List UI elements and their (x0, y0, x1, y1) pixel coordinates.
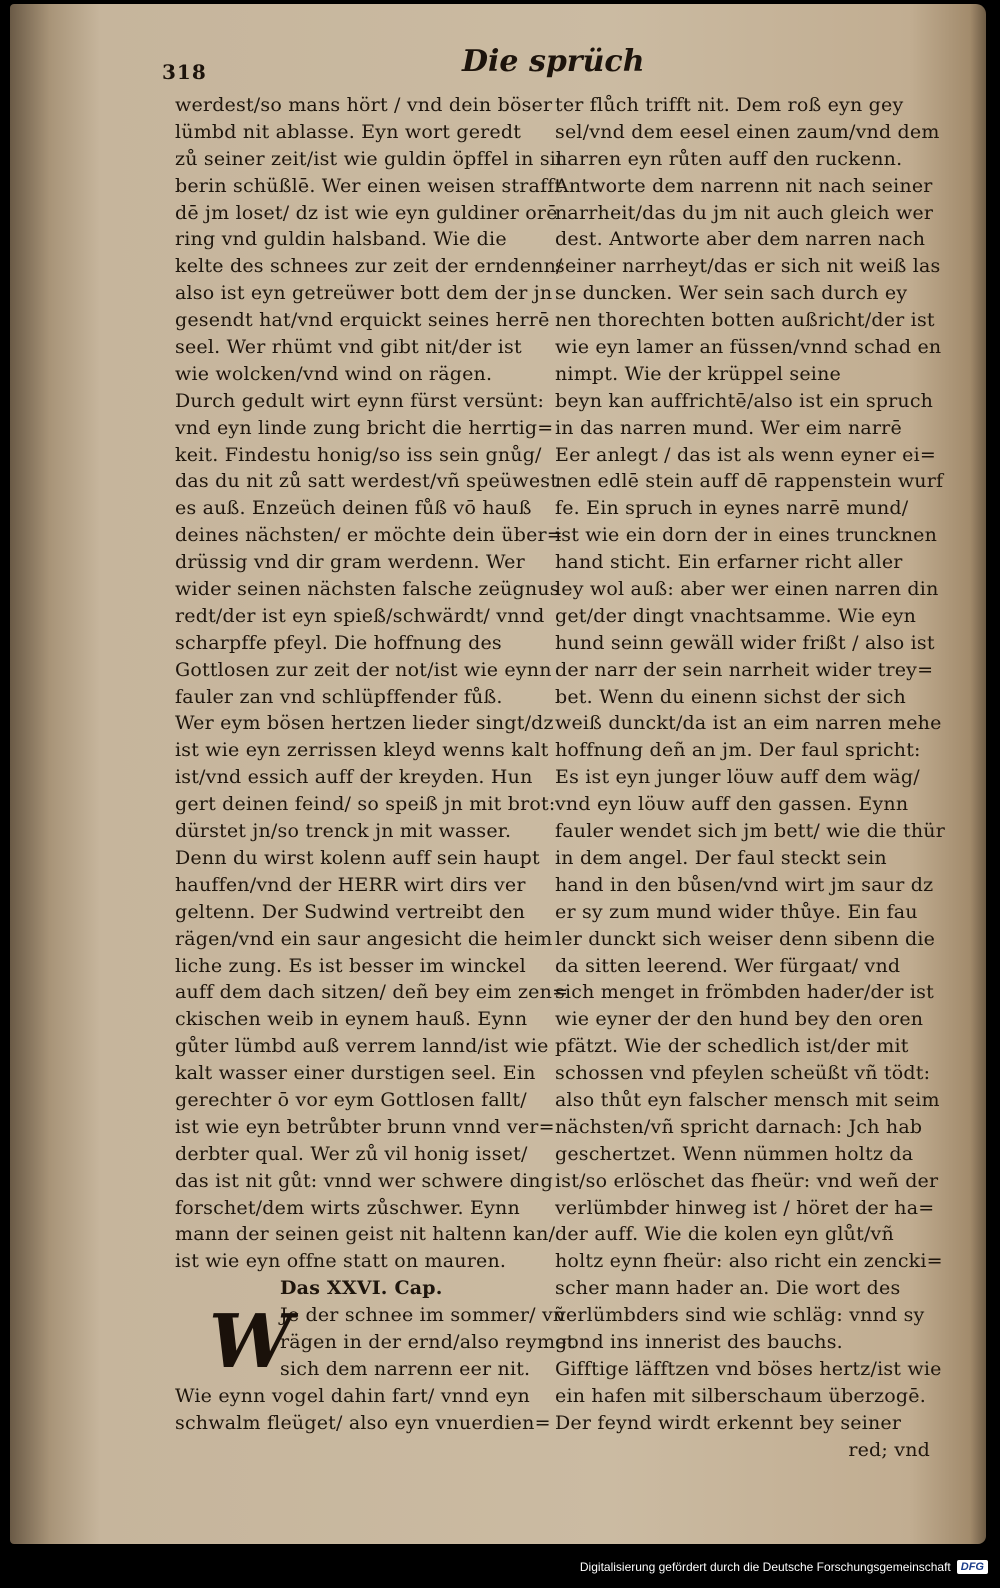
text-line: seiner narrheyt/das er sich nit weiß las (555, 255, 941, 278)
text-line: in das narren mund. Wer eim narrē (555, 416, 902, 439)
text-line: sich menget in frömbden hader/der ist (555, 981, 934, 1004)
text-line: wie eyner der den hund bey den oren (555, 1008, 924, 1031)
text-line: ist wie ein dorn der in eines truncknen (555, 524, 938, 547)
text-line: ist/vnd essich auff der kreyden. Hun (175, 766, 533, 789)
text-line: gond ins innerist des bauchs. (555, 1330, 843, 1353)
text-line: gůter lümbd auß verrem lannd/ist wie (175, 1035, 549, 1058)
text-line: kelte des schnees zur zeit der erndenn/ (175, 255, 563, 278)
text-line: fauler zan vnd schlüpffender fůß. (175, 685, 503, 708)
text-line: Es ist eyn junger löuw auff dem wäg/ (555, 766, 920, 789)
text-line: Wie eynn vogel dahin fart/ vnnd eyn (175, 1384, 530, 1407)
text-line: hoffnung deñ an jm. Der faul spricht: (555, 739, 921, 762)
text-line: holtz eynn fheür: also richt ein zencki= (555, 1250, 943, 1273)
text-line: Antworte dem narrenn nit nach seiner (555, 174, 933, 197)
text-line: hund seinn gewäll wider frißt / also ist (555, 631, 935, 654)
text-line: fe. Ein spruch in eynes narrē mund/ (555, 497, 909, 520)
text-line: ist wie eyn offne statt on mauren. (175, 1250, 507, 1273)
text-line: auff dem dach sitzen/ deñ bey eim zen= (175, 981, 569, 1004)
text-line: der narr der sein narrheit wider trey= (555, 658, 934, 681)
text-line: nächsten/vñ spricht darnach: Jch hab (555, 1115, 923, 1138)
text-line: werdest/so mans hört / vnd dein böser (175, 94, 553, 116)
text-line: der auff. Wie die kolen eyn glůt/vñ (555, 1223, 894, 1246)
text-line: get/der dingt vnachtsamme. Wie eyn (555, 604, 917, 627)
text-line: sich dem narrenn eer nit. (280, 1357, 531, 1380)
text-line: rägen/vnd ein saur angesicht die heim (175, 927, 553, 950)
text-line: derbter qual. Wer zů vil honig isset/ (175, 1142, 528, 1165)
right-column (555, 92, 950, 1463)
footer-credit (580, 1556, 988, 1578)
text-line: pfätzt. Wie der schedlich ist/der mit (555, 1035, 909, 1058)
text-line: dürstet jn/so trenck jn mit wasser. (175, 820, 512, 843)
text-line: rägen in der ernd/also reymet (280, 1330, 575, 1353)
text-line: vnd eyn löuw auff den gassen. Eynn (555, 793, 909, 816)
text-line: gert deinen feind/ so speiß jn mit brot: (175, 793, 556, 816)
text-line: scharpffe pfeyl. Die hoffnung des (175, 631, 502, 654)
text-line: das du nit zů satt werdest/vñ speüwest (175, 470, 559, 493)
text-line: verlümbders sind wie schläg: vnnd sy (555, 1304, 925, 1327)
text-line: hauffen/vnd der HERR wirt dirs ver (175, 873, 526, 896)
text-line: wider seinen nächsten falsche zeügnus (175, 578, 560, 601)
text-line: ter flůch trifft nit. Dem roß eyn gey (555, 94, 904, 116)
text-line: er sy zum mund wider thůye. Ein fau (555, 900, 918, 923)
text-line: dest. Antworte aber dem narren nach (555, 228, 926, 251)
text-line: Denn du wirst kolenn auff sein haupt (175, 846, 540, 869)
decorated-initial: W (209, 1299, 293, 1386)
text-line: narrheit/das du jm nit auch gleich wer (555, 201, 934, 224)
text-line: dē jm loset/ dz ist wie eyn guldiner orē (175, 201, 558, 224)
text-line: nen thorechten botten außricht/der ist (555, 309, 935, 332)
text-line: Gottlosen zur zeit der not/ist wie eynn (175, 658, 552, 681)
text-line: Je der schnee im sommer/ vñ (280, 1304, 566, 1327)
catchword: red; vnd (848, 1438, 930, 1461)
text-line: schossen vnd pfeylen scheüßt vñ tödt: (555, 1062, 931, 1085)
text-line: ein hafen mit silberschaum überzogē. (555, 1384, 926, 1407)
text-line: redt/der ist eyn spieß/schwärdt/ vnnd (175, 604, 545, 627)
text-line: ley wol auß: aber wer einen narren din (555, 578, 939, 601)
text-line: berin schüßlē. Wer einen weisen strafft (175, 174, 563, 197)
text-line: geltenn. Der Sudwind vertreibt den (175, 900, 526, 923)
text-line: nen edlē stein auff dē rappenstein wurf (555, 470, 944, 493)
text-line: Eer anlegt / das ist als wenn eyner ei= (555, 443, 937, 466)
text-line: ring vnd guldin halsband. Wie die (175, 228, 507, 251)
text-line: nimpt. Wie der krüppel seine (555, 362, 841, 385)
page-header (10, 44, 986, 84)
text-line: ler dunckt sich weiser denn sibenn die (555, 927, 936, 950)
text-line: wie wolcken/vnd wind on rägen. (175, 362, 493, 385)
text-line: ckischen weib in eynem hauß. Eynn (175, 1008, 528, 1031)
running-head: Die sprüch (462, 44, 645, 79)
text-line: gerechter ō vor eym Gottlosen fallt/ (175, 1088, 527, 1111)
text-line: zů seiner zeit/ist wie guldin öpffel in sil (175, 147, 563, 170)
text-line: Der feynd wirdt erkennt bey seiner (555, 1411, 902, 1434)
text-line: beyn kan auffrichtē/also ist ein spruch (555, 389, 934, 412)
text-line: scher mann hader an. Die wort des (555, 1277, 901, 1300)
text-line: lümbd nit ablasse. Eyn wort geredt (175, 120, 522, 143)
text-line: ist wie eyn betrůbter brunn vnnd ver= (175, 1115, 555, 1138)
text-line: das ist nit gůt: vnnd wer schwere ding (175, 1169, 554, 1192)
text-line: mann der seinen geist nit haltenn kan/ (175, 1223, 556, 1246)
text-line: geschertzet. Wenn nümmen holtz da (555, 1142, 914, 1165)
text-line: hand sticht. Ein erfarner richt aller (555, 551, 903, 574)
text-line: wie eyn lamer an füssen/vnnd schad en (555, 336, 942, 359)
text-line: da sitten leerend. Wer fürgaat/ vnd (555, 954, 901, 977)
text-line: keit. Findestu honig/so iss sein gnůg/ (175, 443, 542, 466)
text-line: Gifftige läfftzen vnd böses hertz/ist wie (555, 1357, 942, 1380)
text-line: fauler wendet sich jm bett/ wie die thür (555, 820, 946, 843)
text-line: in dem angel. Der faul steckt sein (555, 846, 887, 869)
text-line: seel. Wer rhümt vnd gibt nit/der ist (175, 336, 522, 359)
text-line: also ist eyn getreüwer bott dem der jn (175, 282, 553, 305)
text-line: kalt wasser einer durstigen seel. Ein (175, 1062, 536, 1085)
text-line: weiß dunckt/da ist an eim narren mehe (555, 712, 942, 735)
text-line: sel/vnd dem eesel einen zaum/vnd dem (555, 120, 940, 143)
text-line: bet. Wenn du einenn sichst der sich (555, 685, 906, 708)
text-line: Wer eym bösen hertzen lieder singt/dz (175, 712, 554, 735)
text-line: ist/so erlöschet das fheür: vnd weñ der (555, 1169, 939, 1192)
text-line: se duncken. Wer sein sach durch ey (555, 282, 908, 305)
folio-number: 318 (162, 60, 207, 84)
book-page (10, 4, 986, 1544)
chapter-opening (175, 1299, 575, 1386)
text-line: forschet/dem wirts zůschwer. Eynn (175, 1196, 520, 1219)
dfg-logo: DFG (957, 1560, 988, 1574)
text-line: also thůt eyn falscher mensch mit seim (555, 1088, 940, 1111)
text-line: vnd eyn linde zung bricht die herrtig= (175, 416, 554, 439)
text-line: ist wie eyn zerrissen kleyd wenns kalt (175, 739, 549, 762)
left-column (175, 92, 575, 1437)
text-line: es auß. Enzeüch deinen fůß vō hauß (175, 497, 532, 520)
text-line: gesendt hat/vnd erquickt seines herrē (175, 309, 550, 332)
text-line: hand in den bůsen/vnd wirt jm saur dz (555, 873, 934, 896)
text-line: narren eyn růten auff den ruckenn. (555, 147, 903, 170)
text-line: verlümbder hinweg ist / höret der ha= (555, 1196, 935, 1219)
chapter-heading: Das XXVI. Cap. (280, 1277, 443, 1300)
text-line: Durch gedult wirt eynn fürst versünt: (175, 389, 545, 412)
text-line: schwalm fleüget/ also eyn vnuerdien= (175, 1411, 551, 1434)
text-line: deines nächsten/ er möchte dein über= (175, 524, 563, 547)
text-line: liche zung. Es ist besser im winckel (175, 954, 526, 977)
text-line: drüssig vnd dir gram werdenn. Wer (175, 551, 525, 574)
footer-text: Digitalisierung gefördert durch die Deutsche Forschungsgemeinschaft (579, 1560, 951, 1574)
